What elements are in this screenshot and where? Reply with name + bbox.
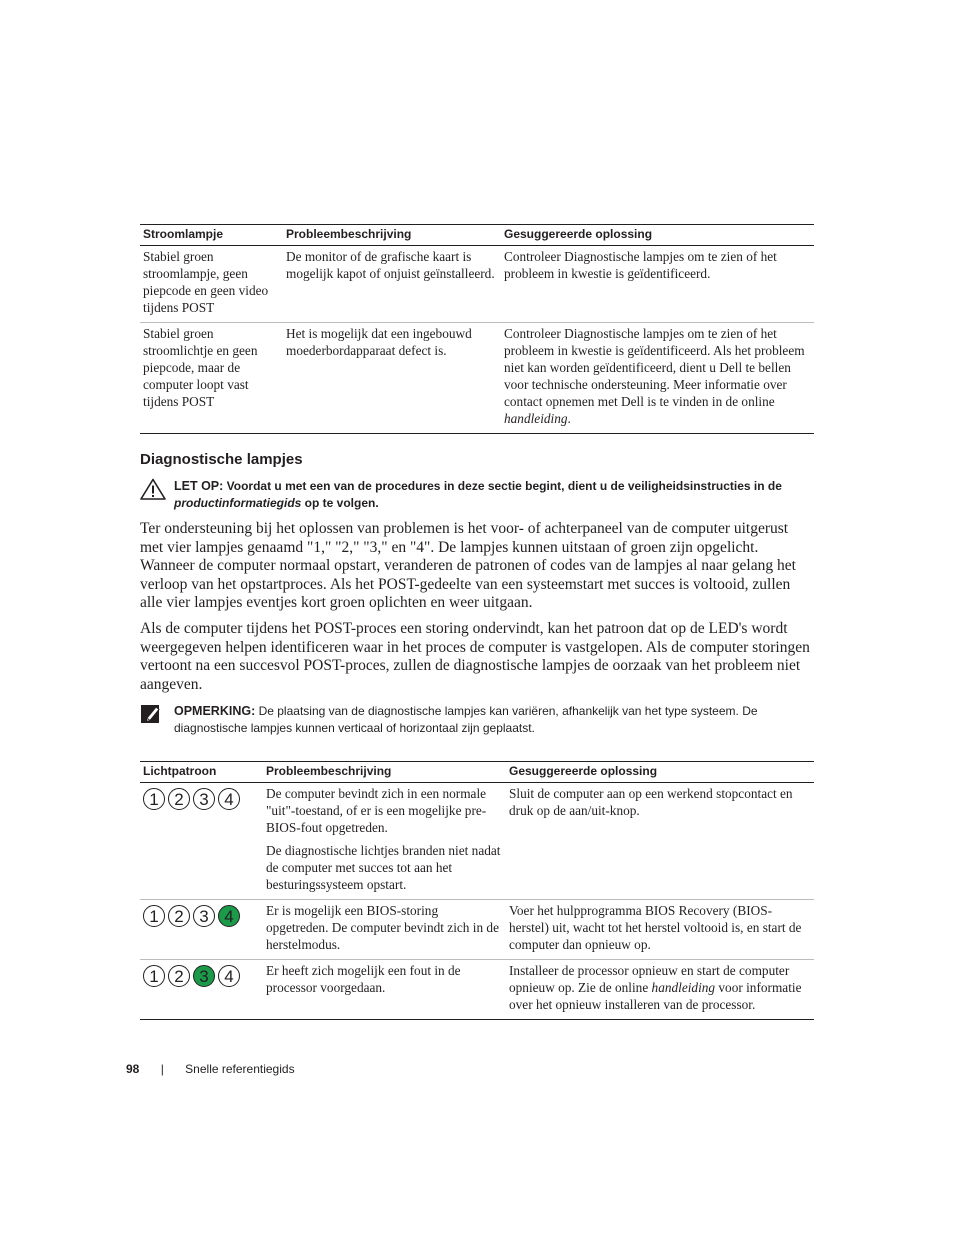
page-footer — [126, 1062, 295, 1076]
footer-title: Snelle referentiegids — [185, 1062, 295, 1076]
table-row — [140, 783, 814, 900]
table-row — [140, 900, 814, 960]
solution-text-end: voor informatie over het opnieuw installeren van de processor. — [509, 980, 802, 1012]
note-notice — [140, 703, 814, 741]
led-3-on-icon: 3 — [193, 965, 215, 987]
page-number: 98 — [126, 1062, 140, 1076]
cell-problem — [263, 783, 506, 900]
note-pencil-icon — [140, 703, 162, 730]
led-1-off-icon: 1 — [143, 905, 165, 927]
caution-text: Voordat u met een van de procedures in deze sectie begint, dient u de veiligheidsinstructies in de — [223, 479, 782, 493]
note-text: De plaatsing van de diagnostische lampjes kan variëren, afhankelijk van het type systeem. De diagnostische lampjes kunnen verticaal of horizontaal zijn geplaatst. — [174, 704, 758, 735]
cell-problem: Er is mogelijk een BIOS-storing opgetreden. De computer bevindt zich in de herstelmodus. — [263, 900, 506, 960]
led-4-off-icon: 4 — [218, 788, 240, 810]
led-2-off-icon: 2 — [168, 788, 190, 810]
solution-text: Controleer Diagnostische lampjes om te zien of het probleem in kwestie is geïdentificeerd. Als het probleem niet kan worden geïdentificeerd, dient u Dell te bellen voor technische ondersteuning. Meer informatie over contact opnemen met Dell is te vinden in de online — [504, 326, 805, 409]
cell-light-pattern — [140, 783, 263, 900]
cell-light-pattern — [140, 960, 263, 1020]
column-header-solution: Gesuggereerde oplossing — [506, 762, 814, 783]
led-2-off-icon: 2 — [168, 905, 190, 927]
cell-solution — [501, 323, 814, 434]
diagnostic-lights-table — [140, 761, 814, 1020]
column-header-problem: Probleembeschrijving — [263, 762, 506, 783]
led-1-off-icon: 1 — [143, 965, 165, 987]
footer-separator: | — [160, 1062, 164, 1076]
led-2-off-icon: 2 — [168, 965, 190, 987]
cell-solution — [506, 960, 814, 1020]
column-header-problem: Probleembeschrijving — [283, 225, 501, 246]
led-3-off-icon: 3 — [193, 905, 215, 927]
cell-power-light: Stabiel groen stroomlichtje en geen piepcode, maar de computer loopt vast tijdens POST — [140, 323, 283, 434]
caution-text-end: op te volgen. — [301, 496, 379, 510]
section-heading: Diagnostische lampjes — [140, 451, 303, 468]
cell-problem: De monitor of de grafische kaart is mogelijk kapot of onjuist geïnstalleerd. — [283, 246, 501, 323]
led-pattern — [143, 785, 260, 810]
problem-text-2: De diagnostische lichtjes branden niet nadat de computer met succes tot aan het besturingssysteem opstart. — [266, 843, 501, 892]
led-3-off-icon: 3 — [193, 788, 215, 810]
cell-solution: Sluit de computer aan op een werkend stopcontact en druk op de aan/uit-knop. — [506, 783, 814, 900]
post-paragraph: Als de computer tijdens het POST-proces een storing ondervindt, kan het patroon dat op de LED's wordt weergegeven helpen identificeren waar in het proces de computer is vastgelopen. Als de computer storingen vertoont na een succesvol POST-proces, zullen de diagnostische lampjes de oorzaak van het probleem niet aangeven. — [140, 620, 810, 693]
problem-text: De computer bevindt zich in een normale "uit"-toestand, of er is een mogelijke pre-BIOS-fout opgetreden. — [266, 786, 487, 835]
cell-solution: Controleer Diagnostische lampjes om te zien of het probleem in kwestie is geïdentificeerd. — [501, 246, 814, 323]
table-header-row — [140, 762, 814, 783]
manual-link-text: handleiding — [504, 411, 568, 426]
led-4-off-icon: 4 — [218, 965, 240, 987]
led-4-on-icon: 4 — [218, 905, 240, 927]
table-row — [140, 960, 814, 1020]
column-header-power-light: Stroomlampje — [140, 225, 283, 246]
cell-solution: Voer het hulpprogramma BIOS Recovery (BIOS-herstel) uit, wacht tot het herstel voltooid is, en start de computer dan opnieuw op. — [506, 900, 814, 960]
cell-problem: Er heeft zich mogelijk een fout in de processor voorgedaan. — [263, 960, 506, 1020]
intro-paragraph: Ter ondersteuning bij het oplossen van problemen is het voor- of achterpaneel van de computer uitgerust met vier lampjes genaamd "1," "2," "3," en "4". De lampjes kunnen uitstaan of groen zijn opgelicht. Wanneer de computer normaal opstart, veranderen de patronen of codes van de lampjes al naar gelang het verloop van het opstartproces. Als het POST-gedeelte van een systeemstart met succes is voltooid, zullen alle vier lampjes eventjes kort groen oplichten en weer uitgaan. — [140, 520, 796, 612]
led-1-off-icon: 1 — [143, 788, 165, 810]
column-header-light-pattern: Lichtpatroon — [140, 762, 263, 783]
table-row — [140, 323, 814, 434]
caution-notice — [140, 478, 814, 516]
led-pattern — [143, 902, 260, 927]
caution-label: LET OP: — [174, 479, 224, 493]
table-header-row — [140, 225, 814, 246]
column-header-solution: Gesuggereerde oplossing — [501, 225, 814, 246]
power-light-table — [140, 224, 814, 434]
note-label: OPMERKING: — [174, 704, 256, 718]
solution-text: Installeer de processor opnieuw en start de computer opnieuw op. Zie de online — [509, 963, 790, 995]
cell-power-light: Stabiel groen stroomlampje, geen piepcode en geen video tijdens POST — [140, 246, 283, 323]
cell-light-pattern — [140, 900, 263, 960]
product-info-guide-text: productinformatiegids — [174, 496, 302, 510]
solution-text-end: . — [567, 411, 571, 426]
cell-problem: Het is mogelijk dat een ingebouwd moederbordapparaat defect is. — [283, 323, 501, 434]
table-row — [140, 246, 814, 323]
led-pattern — [143, 962, 260, 987]
warning-triangle-icon — [140, 478, 166, 505]
manual-link-text: handleiding — [651, 980, 716, 995]
